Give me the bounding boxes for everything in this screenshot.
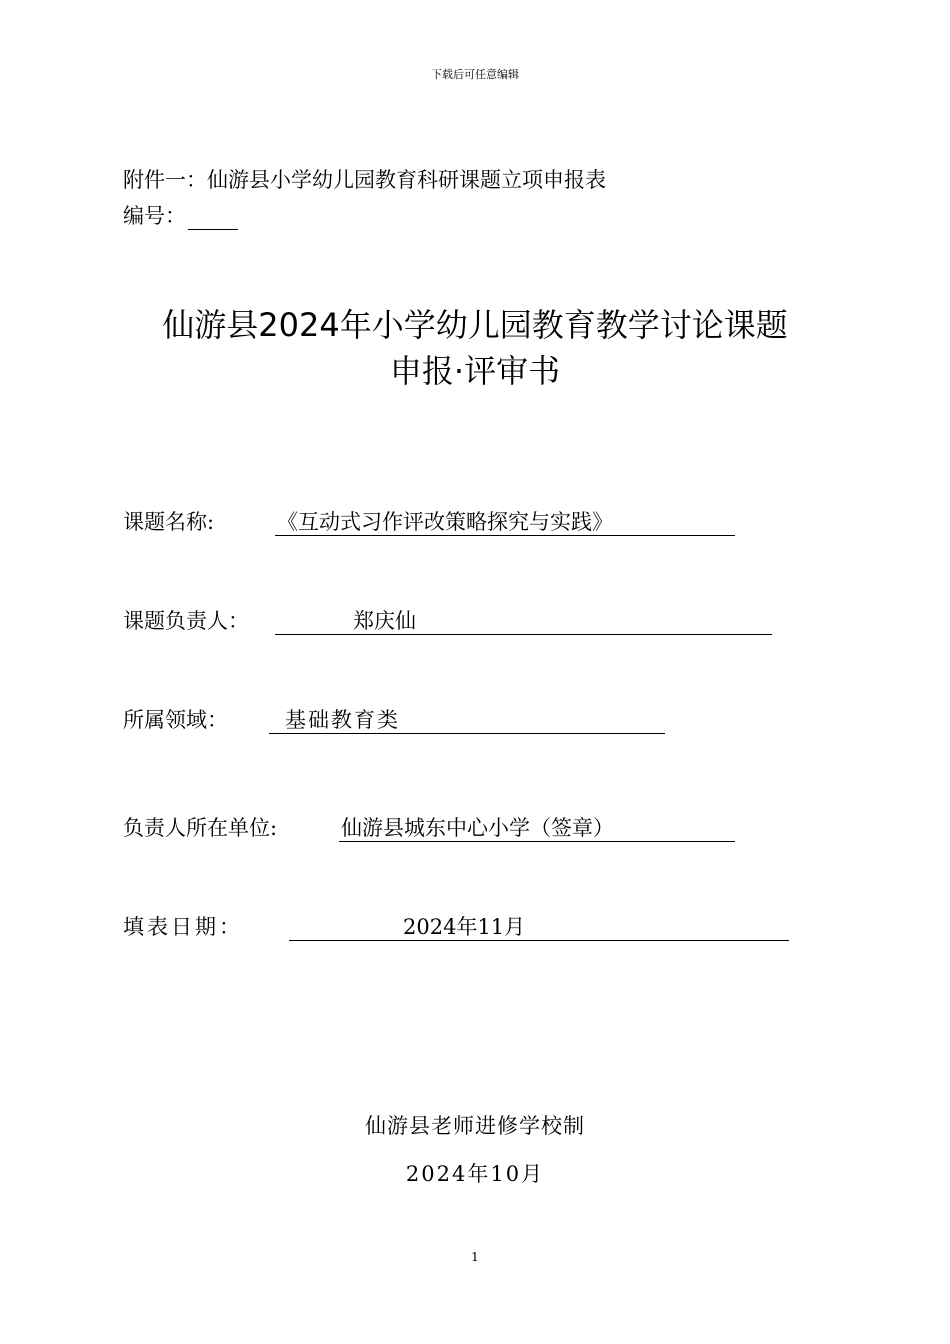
footer-date: 2024年10月 — [405, 1162, 545, 1186]
field-unit-value[interactable]: 仙游县城东中心小学（签章） — [339, 814, 735, 842]
header-note: 下载后可任意编辑 — [431, 68, 519, 81]
field-fill-date-label: 填表日期： — [123, 915, 243, 939]
serial-label: 编号： — [123, 204, 186, 228]
field-unit-label: 负责人所在单位: — [123, 816, 278, 840]
field-fill-date — [123, 911, 789, 941]
document-title-line2: 申报·评审书 — [389, 352, 561, 390]
field-fill-date-value[interactable]: 2024年11月 — [289, 913, 789, 941]
serial-blank[interactable] — [188, 207, 238, 230]
field-topic-name-label: 课题名称: — [123, 510, 215, 534]
document-title-line1: 仙游县2024年小学幼儿园教育教学讨论课题 — [162, 306, 788, 344]
attachment-title: 附件一：仙游县小学幼儿园教育科研课题立项申报表 — [123, 168, 606, 192]
field-topic-name-value[interactable]: 《互动式习作评改策略探究与实践》 — [275, 508, 735, 536]
field-domain-label: 所属领域： — [123, 708, 228, 732]
field-leader-label: 课题负责人： — [123, 609, 249, 633]
footer-org: 仙游县老师进修学校制 — [365, 1114, 585, 1138]
field-leader-value[interactable]: 郑庆仙 — [275, 607, 772, 635]
document-title — [0, 302, 950, 394]
field-unit — [123, 812, 735, 842]
field-domain — [123, 704, 665, 734]
field-topic-name — [123, 506, 735, 536]
page-number: 1 — [471, 1250, 479, 1264]
field-leader — [123, 605, 772, 635]
field-domain-value[interactable]: 基础教育类 — [269, 706, 665, 734]
serial-number-line — [123, 200, 238, 230]
